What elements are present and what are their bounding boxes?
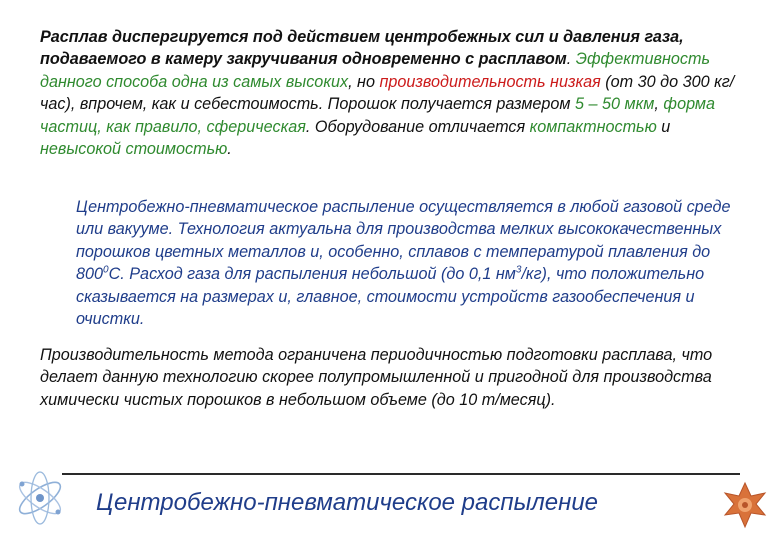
p2-text-1: Центробежно-пневматическое распыление осуществляется в любой газовой среде или вакууме. Технология актуальна для производства мелких высококачественных порошков цветных металлов и, особенно, сплавов с температурой плавления до 800: [76, 198, 731, 284]
p2-cubic-sup: 3: [515, 264, 522, 276]
paragraph-2: [76, 196, 746, 330]
p1-compactness: компактностью: [529, 117, 657, 136]
p1-cost-text: (от 30 до 300 кг/час), впрочем, как и себестоимость. Порошок получается размером: [40, 72, 735, 114]
atom-logo-icon: [12, 462, 68, 528]
footer-title: Центробежно-пневматическое распыление: [96, 489, 599, 516]
p1-sep: ,: [654, 95, 664, 114]
p1-equipment-text: . Оборудование отличается: [305, 117, 530, 136]
gear-flower-logo-icon: [719, 480, 771, 530]
p1-but: , но: [348, 72, 375, 91]
p1-efficiency: Эффективность данного способа одна из самых высоких: [40, 50, 710, 91]
p1-particle-size: 5 – 50 мкм: [575, 95, 655, 114]
p2-text-3: /кг), что положительно сказывается на размерах и, главное, стоимости устройств газообеспечения и очистки.: [76, 265, 705, 329]
p2-degree-sup: 0: [103, 264, 109, 276]
p2-text-2: С. Расход газа для распыления небольшой (до 0,1 нм: [108, 265, 516, 284]
p1-final-period: .: [227, 140, 232, 159]
p1-and: и: [656, 117, 671, 136]
paragraph-3: Производительность метода ограничена периодичностью подготовки расплава, что делает данную технологию скорее полупромышленной и пригодной для производства химически чистых порошков в небольшом объеме (до 10 т/месяц).: [40, 346, 713, 409]
p1-period: .: [566, 50, 572, 69]
footer-divider: [62, 473, 740, 475]
p1-sentence-1: Расплав диспергируется под действием центробежных сил и давления газа, подаваемого в камеру закручивания одновременно с расплавом: [40, 28, 684, 69]
p1-low-cost: невысокой стоимостью: [40, 140, 228, 159]
p1-particle-shape: форма частиц, как правило, сферическая: [40, 95, 716, 136]
paragraph-1: [40, 26, 740, 160]
p1-low-productivity: производительность низкая: [379, 72, 601, 91]
